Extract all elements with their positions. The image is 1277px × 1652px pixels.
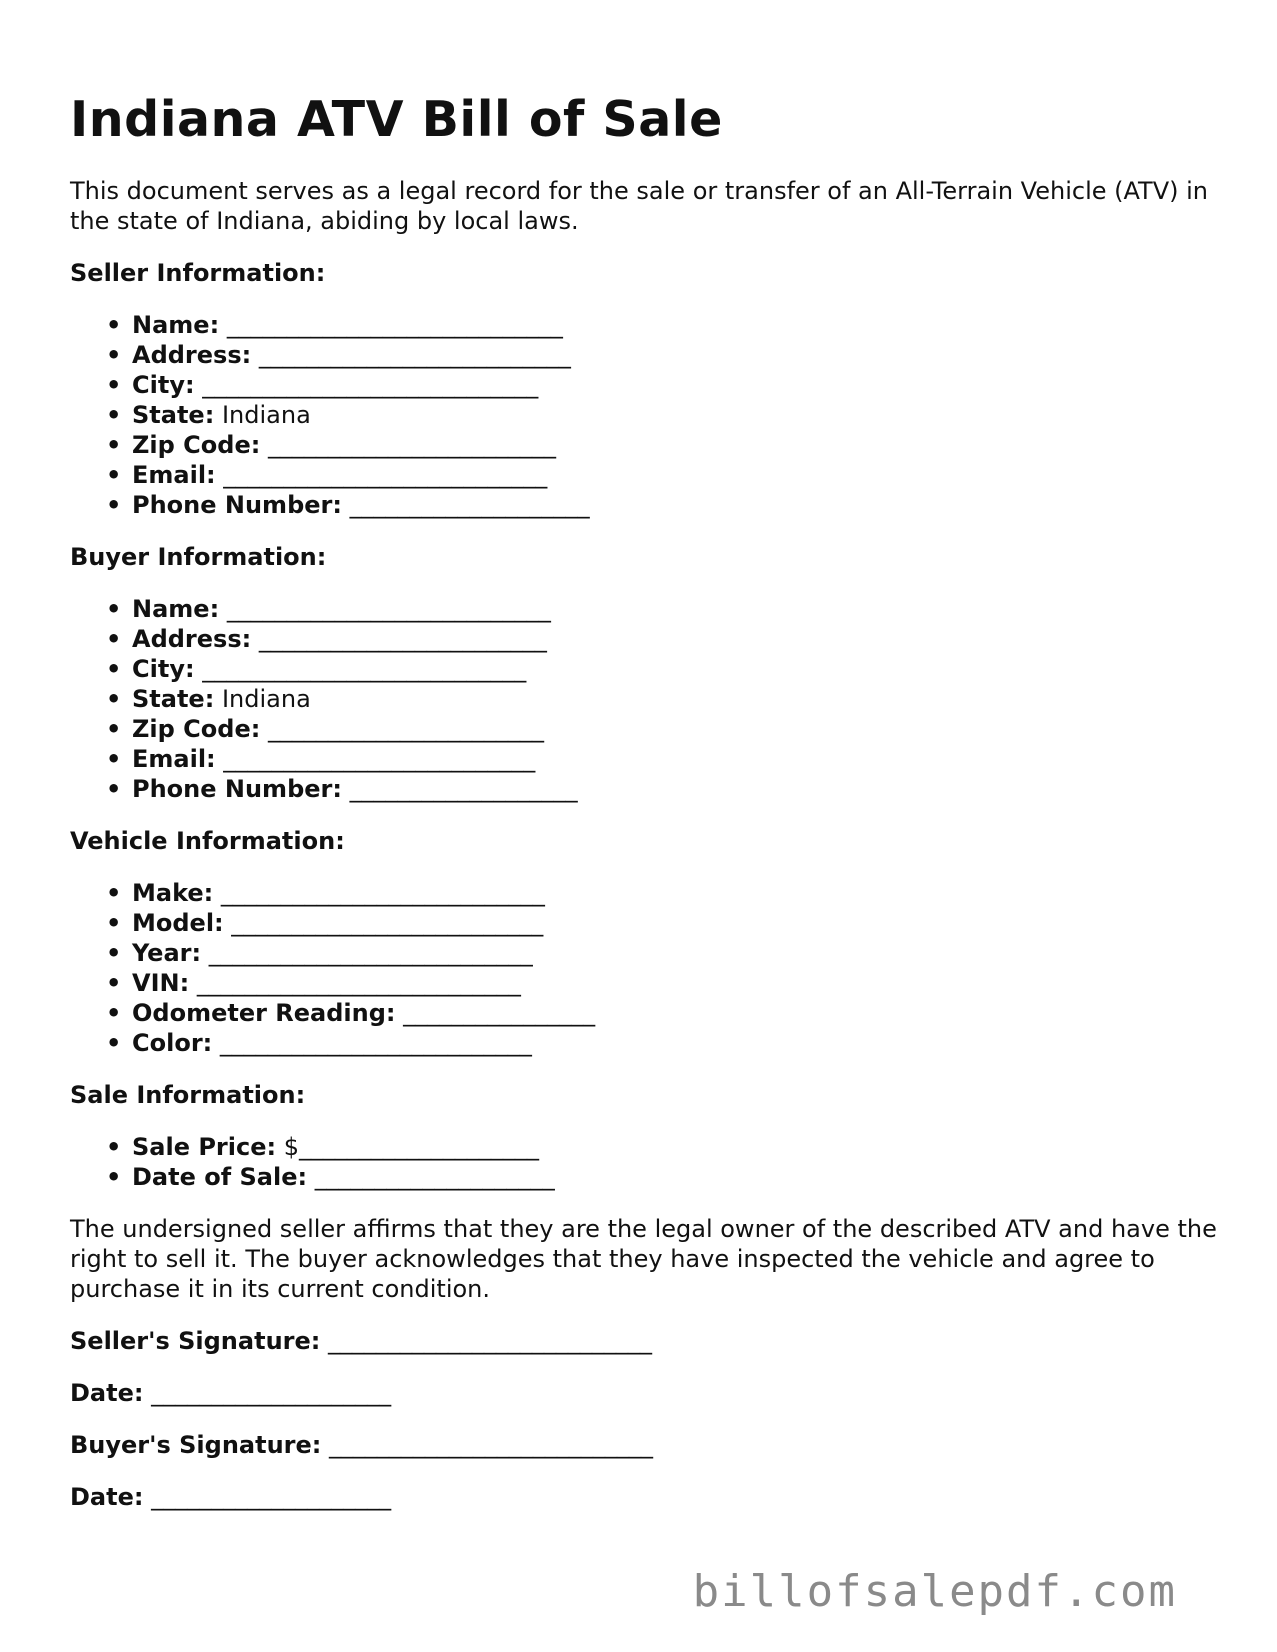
bullet-icon: •	[106, 595, 122, 623]
seller-state-field: • State: Indiana	[106, 401, 311, 429]
seller-signature-blank[interactable]: ___________________________	[328, 1327, 652, 1355]
vehicle-color-field: • Color: __________________________	[106, 1029, 532, 1057]
bullet-icon: •	[106, 401, 122, 429]
buyer-email-field: • Email: __________________________	[106, 745, 536, 773]
buyer-phone-field: • Phone Number: ___________________	[106, 775, 578, 803]
bullet-icon: •	[106, 685, 122, 713]
buyer-phone-blank[interactable]: ___________________	[349, 775, 578, 803]
bullet-icon: •	[106, 625, 122, 653]
bullet-icon: •	[106, 879, 122, 907]
bullet-icon: •	[106, 999, 122, 1027]
seller-date-line: Date: ____________________	[70, 1379, 392, 1407]
seller-city-field: • City: ____________________________	[106, 371, 539, 399]
seller-phone-field: • Phone Number: ____________________	[106, 491, 590, 519]
sale-date-blank[interactable]: ____________________	[314, 1163, 555, 1191]
buyer-name-blank[interactable]: ___________________________	[226, 595, 551, 623]
buyer-email-blank[interactable]: __________________________	[223, 745, 536, 773]
bullet-icon: •	[106, 745, 122, 773]
vehicle-make-field: • Make: ___________________________	[106, 879, 545, 907]
seller-zip-field: • Zip Code: ________________________	[106, 431, 556, 459]
bullet-icon: •	[106, 341, 122, 369]
seller-state-value: Indiana	[221, 401, 311, 429]
buyer-date-blank[interactable]: ____________________	[151, 1483, 392, 1511]
document-page	[70, 86, 1220, 1512]
site-watermark: billofsalepdf.com	[692, 1566, 1177, 1617]
buyer-zip-blank[interactable]: _______________________	[267, 715, 544, 743]
seller-city-blank[interactable]: ____________________________	[202, 371, 539, 399]
bullet-icon: •	[106, 909, 122, 937]
vehicle-odometer-blank[interactable]: ________________	[403, 999, 596, 1027]
seller-date-blank[interactable]: ____________________	[151, 1379, 392, 1407]
buyer-address-blank[interactable]: ________________________	[258, 625, 547, 653]
buyer-section-heading: Buyer Information:	[70, 543, 327, 571]
sale-section-heading: Sale Information:	[70, 1081, 306, 1109]
bullet-icon: •	[106, 715, 122, 743]
buyer-address-field: • Address: ________________________	[106, 625, 547, 653]
intro-paragraph: This document serves as a legal record for the sale or transfer of an All-Terrain Vehicle (ATV) in the state of Indiana, abiding by local laws.	[70, 177, 1208, 235]
bullet-icon: •	[106, 969, 122, 997]
seller-section-heading: Seller Information:	[70, 259, 326, 287]
buyer-signature-line: Buyer's Signature: ___________________________	[70, 1431, 654, 1459]
seller-signature-line: Seller's Signature: ___________________________	[70, 1327, 652, 1355]
sale-date-field: • Date of Sale: ____________________	[106, 1163, 555, 1191]
buyer-state-value: Indiana	[221, 685, 311, 713]
seller-address-blank[interactable]: __________________________	[258, 341, 571, 369]
buyer-zip-field: • Zip Code: _______________________	[106, 715, 544, 743]
bullet-icon: •	[106, 655, 122, 683]
vehicle-color-blank[interactable]: __________________________	[219, 1029, 532, 1057]
seller-fields-list	[70, 310, 1220, 520]
page-title: Indiana ATV Bill of Sale	[70, 91, 723, 148]
bullet-icon: •	[106, 775, 122, 803]
buyer-name-field: • Name: ___________________________	[106, 595, 551, 623]
bullet-icon: •	[106, 491, 122, 519]
bullet-icon: •	[106, 461, 122, 489]
sale-price-field: • Sale Price: $____________________	[106, 1133, 540, 1161]
buyer-city-field: • City: ___________________________	[106, 655, 527, 683]
vehicle-make-blank[interactable]: ___________________________	[220, 879, 545, 907]
seller-zip-blank[interactable]: ________________________	[267, 431, 556, 459]
vehicle-year-field: • Year: ___________________________	[106, 939, 533, 967]
seller-email-field: • Email: ___________________________	[106, 461, 548, 489]
vehicle-vin-blank[interactable]: ___________________________	[196, 969, 521, 997]
seller-name-blank[interactable]: ____________________________	[226, 311, 563, 339]
bullet-icon: •	[106, 1029, 122, 1057]
seller-name-field: • Name: ____________________________	[106, 311, 563, 339]
sale-fields-list	[70, 1132, 1220, 1192]
buyer-city-blank[interactable]: ___________________________	[202, 655, 527, 683]
bullet-icon: •	[106, 431, 122, 459]
seller-phone-blank[interactable]: ____________________	[349, 491, 590, 519]
bullet-icon: •	[106, 1163, 122, 1191]
vehicle-fields-list	[70, 878, 1220, 1058]
buyer-signature-blank[interactable]: ___________________________	[329, 1431, 654, 1459]
buyer-date-line: Date: ____________________	[70, 1483, 392, 1511]
vehicle-model-field: • Model: __________________________	[106, 909, 544, 937]
vehicle-year-blank[interactable]: ___________________________	[208, 939, 533, 967]
buyer-state-field: • State: Indiana	[106, 685, 311, 713]
vehicle-odometer-field: • Odometer Reading: ________________	[106, 999, 596, 1027]
bullet-icon: •	[106, 311, 122, 339]
bullet-icon: •	[106, 1133, 122, 1161]
affirmation-paragraph: The undersigned seller affirms that they are the legal owner of the described ATV and have the right to sell it. The buyer acknowledges that they have inspected the vehicle and agree to purchase it in its current condition.	[70, 1215, 1217, 1303]
seller-address-field: • Address: __________________________	[106, 341, 571, 369]
sale-price-blank[interactable]: $____________________	[283, 1133, 540, 1161]
bullet-icon: •	[106, 371, 122, 399]
bullet-icon: •	[106, 939, 122, 967]
vehicle-vin-field: • VIN: ___________________________	[106, 969, 521, 997]
buyer-fields-list	[70, 594, 1220, 804]
seller-email-blank[interactable]: ___________________________	[223, 461, 548, 489]
vehicle-model-blank[interactable]: __________________________	[231, 909, 544, 937]
vehicle-section-heading: Vehicle Information:	[70, 827, 345, 855]
